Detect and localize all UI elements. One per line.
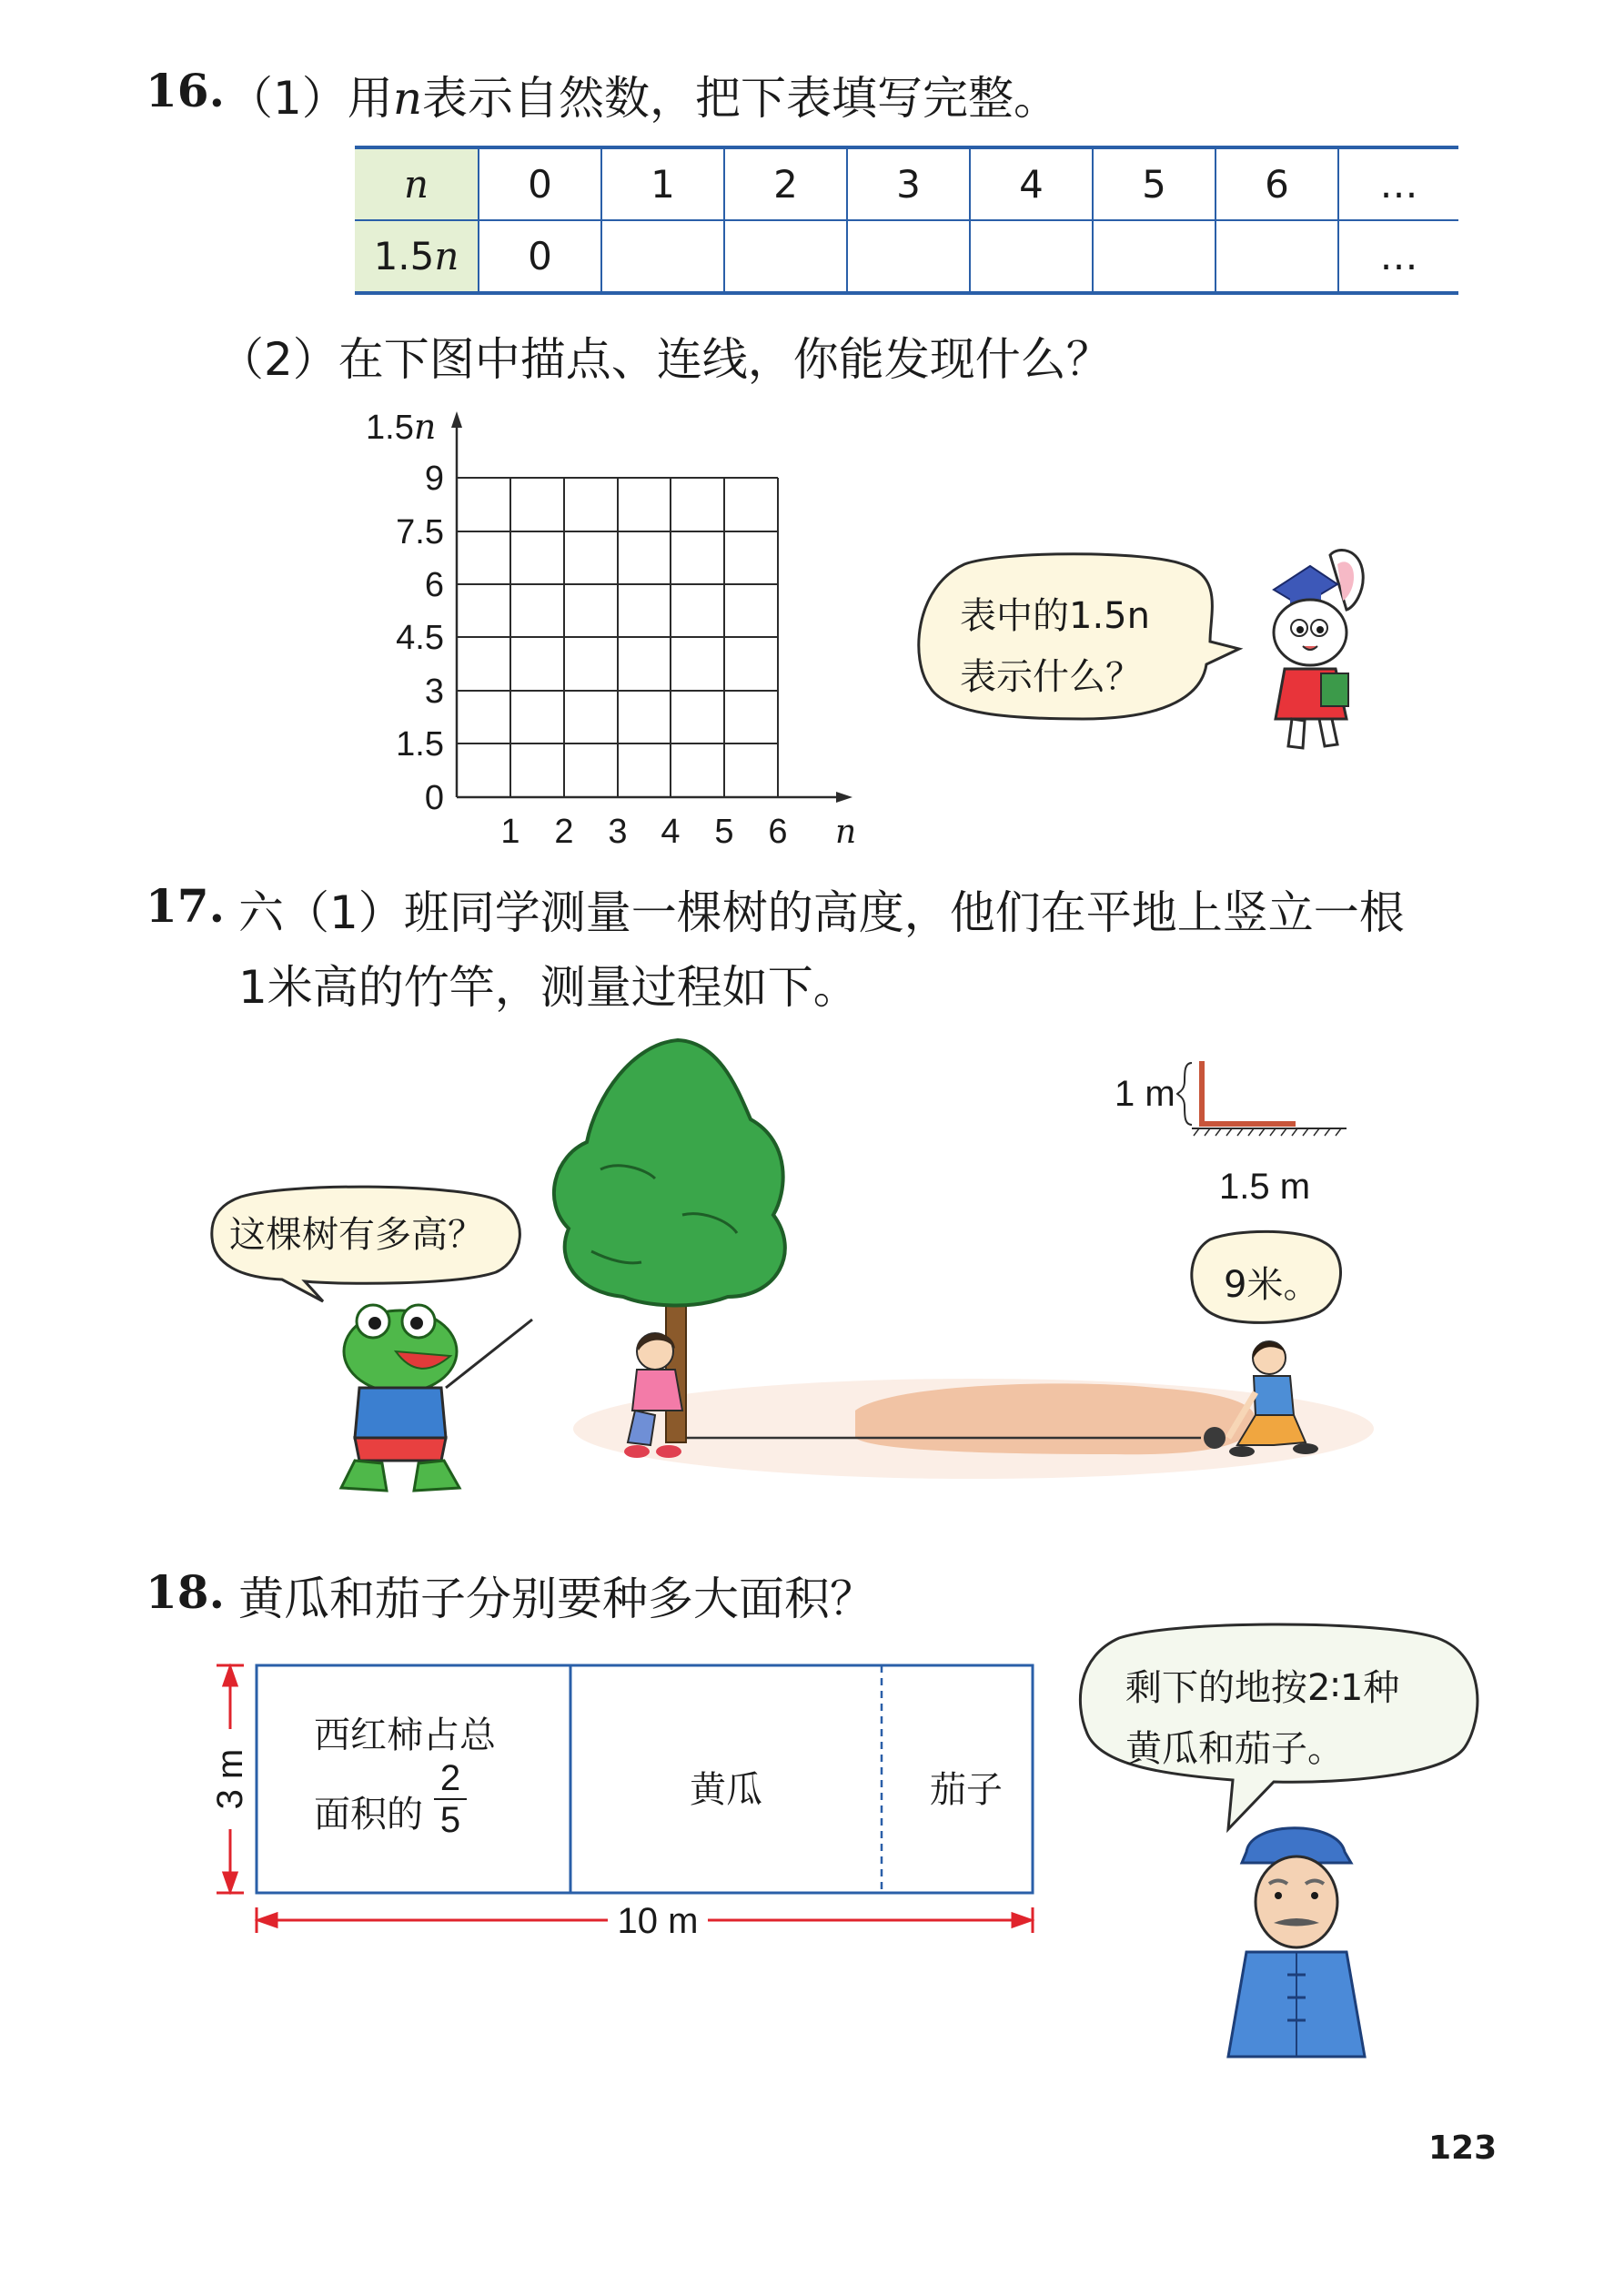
q18-number: 18.: [146, 1565, 225, 1619]
y-tick: 7.5: [396, 513, 444, 551]
boy-illustration: [1219, 1338, 1328, 1465]
width-arrow-left-icon: [258, 1914, 277, 1927]
cell-n-3: 3: [847, 147, 970, 220]
q16-part2: （2）在下图中描点、连线，你能发现什么？: [218, 333, 1112, 386]
field-width-label: 10 m: [617, 1901, 699, 1941]
field-rectangle: [257, 1665, 1033, 1893]
grandpa-bubble-line2: 黄瓜和茄子。: [1125, 1728, 1344, 1770]
q16-grid-graph: [355, 400, 864, 855]
bamboo-pole: [1199, 1061, 1205, 1127]
field-height-label: 3 m: [210, 1748, 250, 1810]
q17-line2: 1米高的竹竿，测量过程如下。: [238, 961, 859, 1014]
cell-1-5n-3[interactable]: [847, 220, 970, 293]
cell-1-5n-6[interactable]: [1215, 220, 1338, 293]
tomato-label-line2: 面积的: [314, 1794, 423, 1836]
fraction-numerator: 2: [439, 1758, 461, 1798]
rabbit-bubble-line2: 表示什么？: [960, 656, 1142, 698]
rabbit-illustration: [1246, 546, 1397, 755]
x-tick: 1: [500, 813, 520, 851]
x-tick: 2: [554, 813, 574, 851]
cell-n-5: 5: [1093, 147, 1215, 220]
table-row-1-5n: [355, 220, 1458, 293]
q16-part1-var: n: [392, 72, 423, 125]
cell-1-5n-2[interactable]: [724, 220, 847, 293]
tomato-label-line1: 西红柿占总: [314, 1714, 496, 1756]
y-axis-label-num: 1.5: [366, 409, 414, 447]
graph-grid: [457, 478, 778, 797]
y-tick: 0: [424, 779, 444, 817]
frog-bubble-text: 这棵树有多高？: [229, 1214, 484, 1256]
cell-1-5n-4[interactable]: [970, 220, 1093, 293]
cell-1-5n-1[interactable]: [601, 220, 724, 293]
y-axis-label-var: n: [413, 407, 437, 447]
y-axis-arrow-icon: [451, 411, 462, 428]
rabbit-speech-bubble: [910, 551, 1246, 733]
frog-illustration: [337, 1301, 537, 1502]
pole-shadow-diagram: [1174, 1056, 1356, 1147]
cell-n-0: 0: [479, 147, 601, 220]
y-tick: 9: [424, 460, 444, 498]
cell-n-6: 6: [1215, 147, 1338, 220]
pole-brace-icon: [1177, 1063, 1192, 1125]
q17-line1: 六（1）班同学测量一棵树的高度，他们在平地上竖立一根: [238, 886, 1405, 939]
tomato-fraction: [434, 1758, 467, 1840]
grandpa-illustration: [1219, 1816, 1374, 2061]
cell-1-5n-5[interactable]: [1093, 220, 1215, 293]
x-tick: 3: [608, 813, 628, 851]
pointer-stick: [446, 1320, 532, 1388]
cell-1-5n-0: 0: [479, 220, 601, 293]
row-header-1-5n: [355, 220, 479, 293]
natural-number-table: [355, 146, 1458, 295]
height-arrow-down-icon: [224, 1873, 237, 1891]
cell-n-4: 4: [970, 147, 1093, 220]
boy-bubble-text: 9米。: [1224, 1264, 1320, 1306]
x-tick: 4: [661, 813, 681, 851]
row-header-1-5n-var: n: [434, 234, 459, 278]
cucumber-label: 黄瓜: [690, 1769, 762, 1811]
eggplant-label: 茄子: [930, 1769, 1003, 1811]
q16-number: 16.: [146, 64, 225, 117]
pole-shadow: [1205, 1121, 1296, 1127]
grandpa-bubble-line1: 剩下的地按2∶1种: [1125, 1667, 1400, 1709]
x-tick: 5: [714, 813, 734, 851]
q17-number: 17.: [146, 879, 225, 933]
y-tick: 6: [424, 566, 444, 604]
q16-part1-a: （1）用: [227, 72, 393, 125]
cell-n-ellipsis: …: [1338, 147, 1458, 220]
cell-n-1: 1: [601, 147, 724, 220]
y-axis-label: [366, 407, 436, 447]
cell-1-5n-ellipsis: …: [1338, 220, 1458, 293]
fraction-denominator: 5: [439, 1800, 461, 1840]
cell-n-2: 2: [724, 147, 847, 220]
q16-part1-b: 表示自然数，把下表填写完整。: [422, 72, 1060, 125]
x-tick: 6: [768, 813, 788, 851]
x-axis-arrow-icon: [836, 792, 852, 803]
pole-height-label: 1 m: [1115, 1074, 1175, 1114]
y-tick: 1.5: [396, 725, 444, 764]
table-row-n: [355, 147, 1458, 220]
q18-question: 黄瓜和茄子分别要种多大面积？: [238, 1573, 875, 1625]
rabbit-bubble-line1: 表中的1.5n: [960, 595, 1150, 637]
girl-illustration: [610, 1329, 701, 1465]
q16-part1: [227, 62, 1059, 127]
shadow-length-label: 1.5 m: [1219, 1167, 1311, 1207]
y-tick: 3: [424, 673, 444, 711]
height-arrow-up-icon: [224, 1667, 237, 1685]
y-tick: 4.5: [396, 619, 444, 657]
row-header-n: n: [355, 147, 479, 220]
width-arrow-right-icon: [1013, 1914, 1031, 1927]
x-axis-label: n: [835, 814, 857, 851]
row-header-1-5n-num: 1.5: [373, 234, 435, 278]
page-number: 123: [1428, 2129, 1498, 2167]
